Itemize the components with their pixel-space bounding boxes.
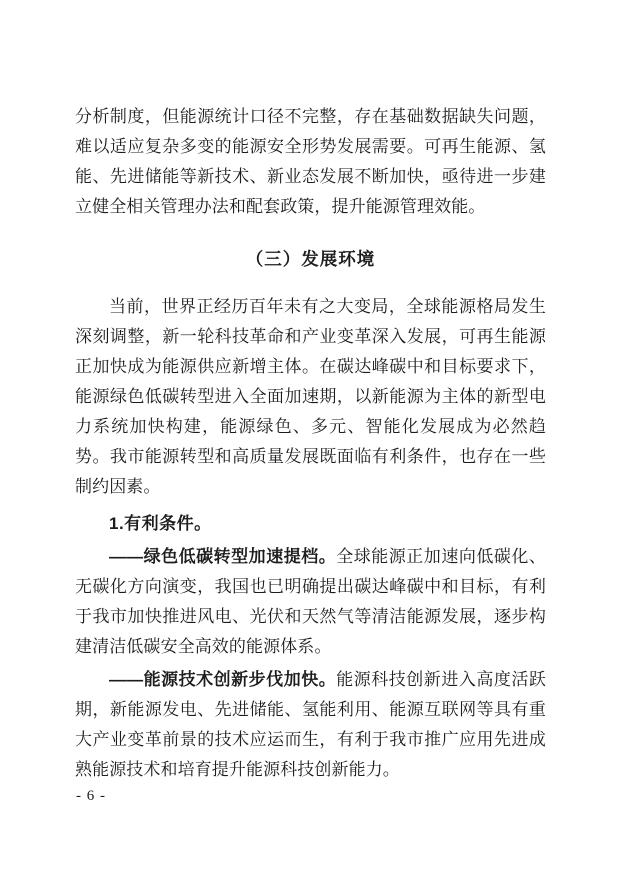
- page-number: - 6 -: [76, 788, 106, 804]
- paragraph-continuation: 分析制度，但能源统计口径不完整，存在基础数据缺失问题，难以适应复杂多变的能源安全形势发展需要。可再生能源、氢能、先进储能等新技术、新业态发展不断加快，亟待进一步建立健全相关管理办法和配套政策，提升能源管理效能。: [75, 107, 546, 216]
- bullet-item-1-lead: ——绿色低碳转型加速提档。: [109, 547, 337, 566]
- bullet-item-1-text: 全球能源正加速向低碳化、无碳化方向演变，我国也已明确提出碳达峰碳中和目标，有利于我市加快推进风电、光伏和天然气等清洁能源发展，逐步构建清洁低碳安全高效的能源体系。: [75, 547, 546, 656]
- subsection-heading: 1.有利条件。: [109, 514, 212, 533]
- section-heading: （三）发展环境: [245, 249, 376, 269]
- bullet-item-2-lead: ——能源技术创新步伐加快。: [109, 670, 337, 689]
- bullet-item-1: [75, 542, 546, 662]
- bullet-item-2: [75, 665, 546, 785]
- bullet-item-2-text: 能源科技创新进入高度活跃期，新能源发电、先进储能、氢能利用、能源互联网等具有重大产业变革前景的技术应运而生，有利于我市推广应用先进成熟能源技术和培育提升能源科技创新能力。: [75, 670, 546, 779]
- paragraph-overview: 当前，世界正经历百年未有之大变局，全球能源格局发生深刻调整，新一轮科技革命和产业变革深入发展，可再生能源正加快成为能源供应新增主体。在碳达峰碳中和目标要求下，能源绿色低碳转型进入全面加速期，以新能源为主体的新型电力系统加快构建，能源绿色、多元、智能化发展成为必然趋势。我市能源转型和高质量发展既面临有利条件，也存在一些制约因素。: [75, 297, 546, 496]
- document-content: [75, 102, 546, 785]
